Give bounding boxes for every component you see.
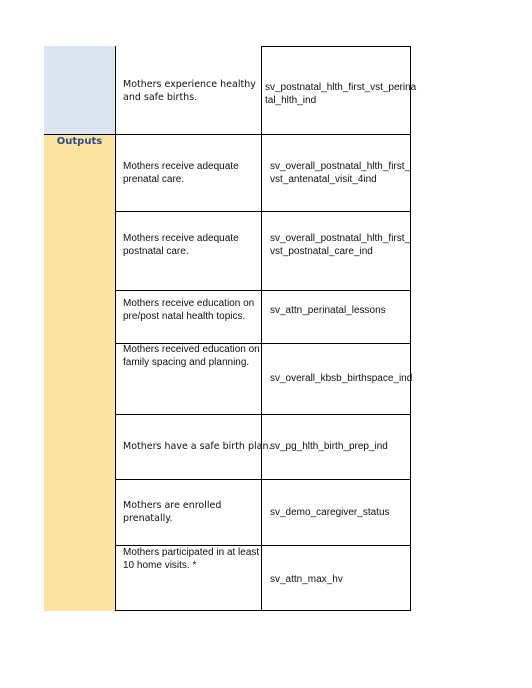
table-rule xyxy=(115,479,411,480)
outcome-cell: Mothers receive adequate postnatal care. xyxy=(123,233,239,257)
table-rule xyxy=(115,211,411,212)
outcome-cell: Mothers received education on family spacing and planning. xyxy=(123,344,260,368)
outcome-cell: Mothers receive education on pre/post natal health topics. xyxy=(123,298,255,322)
category-band-outputs xyxy=(44,134,115,611)
table-rule xyxy=(44,134,411,135)
indicator-cell: sv_pg_hlth_birth_prep_ind xyxy=(270,441,388,452)
outcome-cell: Mothers are enrolled prenatally. xyxy=(123,500,222,524)
table-column-rule xyxy=(410,46,411,611)
indicator-cell: sv_overall_kbsb_birthspace_ind xyxy=(270,373,413,384)
outcome-cell: Mothers experience healthy and safe births. xyxy=(123,79,256,103)
table-rule xyxy=(115,414,411,415)
indicator-cell: sv_attn_perinatal_lessons xyxy=(270,305,386,316)
table-column-rule xyxy=(261,46,262,611)
outcome-cell: Mothers participated in at least 10 home visits. * xyxy=(123,547,260,571)
indicator-cell: sv_overall_postnatal_hlth_first_ vst_antenatal_visit_4ind xyxy=(270,161,411,185)
section-label-outputs: Outputs xyxy=(56,136,103,147)
indicator-cell: sv_attn_max_hv xyxy=(270,574,343,585)
indicator-cell: sv_overall_postnatal_hlth_first_ vst_postnatal_care_ind xyxy=(270,233,411,257)
table-rule xyxy=(262,46,411,47)
outcome-cell: Mothers have a safe birth plan. xyxy=(123,441,272,452)
outcome-cell: Mothers receive adequate prenatal care. xyxy=(123,161,239,185)
table-column-rule xyxy=(115,46,116,611)
indicator-cell: sv_postnatal_hlth_first_vst_perina tal_hlth_ind xyxy=(265,82,417,106)
indicator-cell: sv_demo_caregiver_status xyxy=(270,507,390,518)
category-band-outcomes xyxy=(44,46,116,134)
table-rule xyxy=(115,610,411,611)
table-rule xyxy=(115,290,411,291)
